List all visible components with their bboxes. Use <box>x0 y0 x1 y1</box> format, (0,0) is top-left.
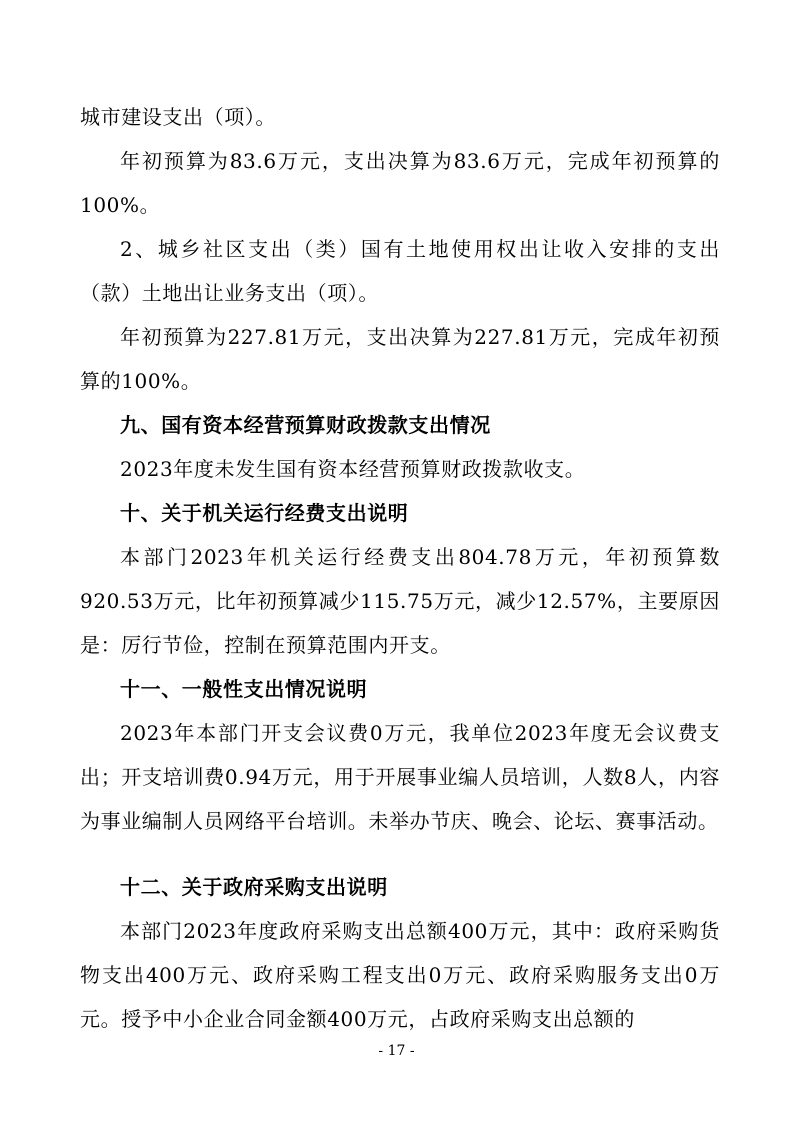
paragraph-state-capital-budget: 2023年度未发生国有资本经营预算财政拨款收支。 <box>120 457 586 481</box>
section-heading-11: 十一、一般性支出情况说明 <box>120 677 368 701</box>
page-number: - 17 - <box>378 1043 415 1059</box>
section-heading-9: 九、国有资本经营预算财政拨款支出情况 <box>120 413 491 437</box>
paragraph-budget-227-81: 年初预算为227.81万元，支出决算为227.81万元，完成年初预算的100%。 <box>80 325 720 393</box>
paragraph-operating-expenses: 本部门2023年机关运行经费支出804.78万元，年初预算数920.53万元，比年初预算减少115.75万元，减少12.57%，主要原因是：厉行节俭，控制在预算范围内开支。 <box>80 545 720 657</box>
section-heading-10: 十、关于机关运行经费支出说明 <box>120 501 409 525</box>
paragraph-urban-construction-item: 城市建设支出（项）。 <box>80 105 276 129</box>
paragraph-general-expenditure: 2023年本部门开支会议费0万元，我单位2023年度无会议费支出；开支培训费0.94万元，用于开展事业编人员培训，人数8人，内容为事业编制人员网络平台培训。未举办节庆、晚会、论坛、赛事活动。 <box>80 721 720 833</box>
paragraph-government-procurement: 本部门2023年度政府采购支出总额400万元，其中：政府采购货物支出400万元、政府采购工程支出0万元、政府采购服务支出0万元。授予中小企业合同金额400万元，占政府采购支出总额的 <box>80 919 720 1031</box>
paragraph-land-transfer-expenditure: 2、城乡社区支出（类）国有土地使用权出让收入安排的支出（款）土地出让业务支出（项）。 <box>80 237 720 305</box>
paragraph-budget-83-6: 年初预算为83.6万元，支出决算为83.6万元，完成年初预算的100%。 <box>80 149 720 217</box>
section-heading-12: 十二、关于政府采购支出说明 <box>120 875 388 899</box>
